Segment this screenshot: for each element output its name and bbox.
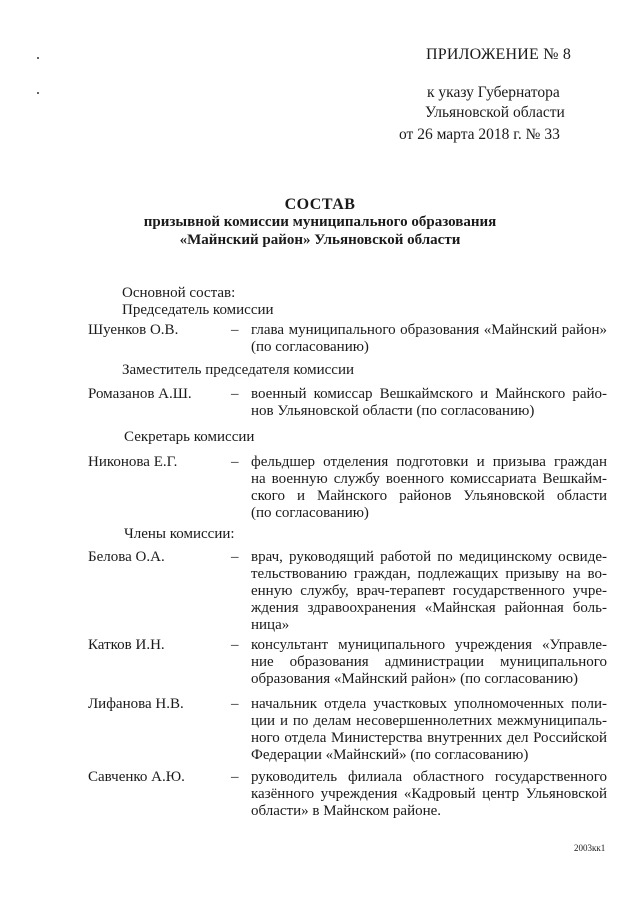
description-line: (по согласованию) <box>251 505 369 521</box>
member-dash: – <box>231 386 239 402</box>
description-line: области» в Майнском районе. <box>251 803 442 819</box>
description-line: военный комиссар Вешкаймского и Майнского райо- <box>251 386 607 402</box>
document-title: СОСТАВ <box>284 196 356 213</box>
members-heading: Члены комиссии: <box>124 526 235 542</box>
member-dash: – <box>231 637 239 653</box>
member-name: Савченко А.Ю. <box>88 769 185 785</box>
description-line: глава муниципального образования «Майнский район» <box>251 322 607 338</box>
description-line: начальник отдела участковых уполномоченных поли- <box>251 696 607 712</box>
description-line: образования «Майнский район» (по согласованию) <box>251 671 579 687</box>
description-line: врач, руководящий работой по медицинскому освиде- <box>251 549 607 565</box>
description-line: фельдшер отделения подготовки и призыва граждан <box>251 454 607 470</box>
member-name: Ромазанов А.Ш. <box>88 386 192 402</box>
member-name: Катков И.Н. <box>88 637 165 653</box>
member-dash: – <box>231 769 239 785</box>
member-description <box>251 322 607 356</box>
member-description <box>251 549 607 634</box>
description-line: ние образования администрации муниципального <box>251 654 607 670</box>
member-description <box>251 696 607 764</box>
description-line: Федерации «Майнский» (по согласованию) <box>251 747 529 763</box>
member-description <box>251 769 607 820</box>
decree-line-1: к указу Губернатора <box>427 84 560 101</box>
secretary-heading: Секретарь комиссии <box>124 429 255 445</box>
member-description <box>251 454 607 522</box>
chairman-heading: Председатель комиссии <box>122 302 274 318</box>
deputy-heading: Заместитель председателя комиссии <box>122 362 355 378</box>
description-line: ждения здравоохранения «Майнская районная боль- <box>251 600 607 616</box>
description-line: ница» <box>251 617 290 633</box>
member-name: Шуенков О.В. <box>88 322 179 338</box>
footer-code: 2003кк1 <box>574 843 606 853</box>
member-name: Никонова Е.Г. <box>88 454 178 470</box>
description-line: (по согласованию) <box>251 339 369 355</box>
description-line: енную службу, врач-терапевт государственного учре- <box>251 583 607 599</box>
description-line: нов Ульяновской области (по согласованию) <box>251 403 535 419</box>
description-line: ского и Майнского районов Ульяновской области <box>251 488 607 504</box>
description-line: ного отдела Министерства внутренних дел Российской <box>251 730 607 746</box>
decree-line-2: Ульяновской области <box>425 104 565 121</box>
member-description <box>251 386 607 420</box>
member-dash: – <box>231 696 239 712</box>
description-line: казённого учреждения «Кадровый центр Ульяновской <box>251 786 607 802</box>
description-line: ции и по делам несовершеннолетних межмуниципаль- <box>251 713 607 729</box>
member-name: Белова О.А. <box>88 549 165 565</box>
description-line: руководитель филиала областного государственного <box>251 769 607 785</box>
decree-date: от 26 марта 2018 г. № 33 <box>399 126 560 143</box>
document-subtitle-2: «Майнский район» Ульяновской области <box>179 232 461 248</box>
member-dash: – <box>231 322 239 338</box>
scan-speck <box>37 92 39 94</box>
appendix-label: ПРИЛОЖЕНИЕ № 8 <box>426 46 572 63</box>
member-dash: – <box>231 454 239 470</box>
main-staff-heading: Основной состав: <box>122 285 236 301</box>
description-line: консультант муниципального учреждения «Управле- <box>251 637 607 653</box>
document-subtitle-1: призывной комиссии муниципального образования <box>143 214 497 230</box>
member-dash: – <box>231 549 239 565</box>
member-description <box>251 637 607 688</box>
description-line: тельствованию граждан, подлежащих призыву на во- <box>251 566 607 582</box>
scan-speck <box>37 57 39 59</box>
description-line: на военную службу военного комиссариата Вешкайм- <box>251 471 607 487</box>
member-name: Лифанова Н.В. <box>88 696 184 712</box>
